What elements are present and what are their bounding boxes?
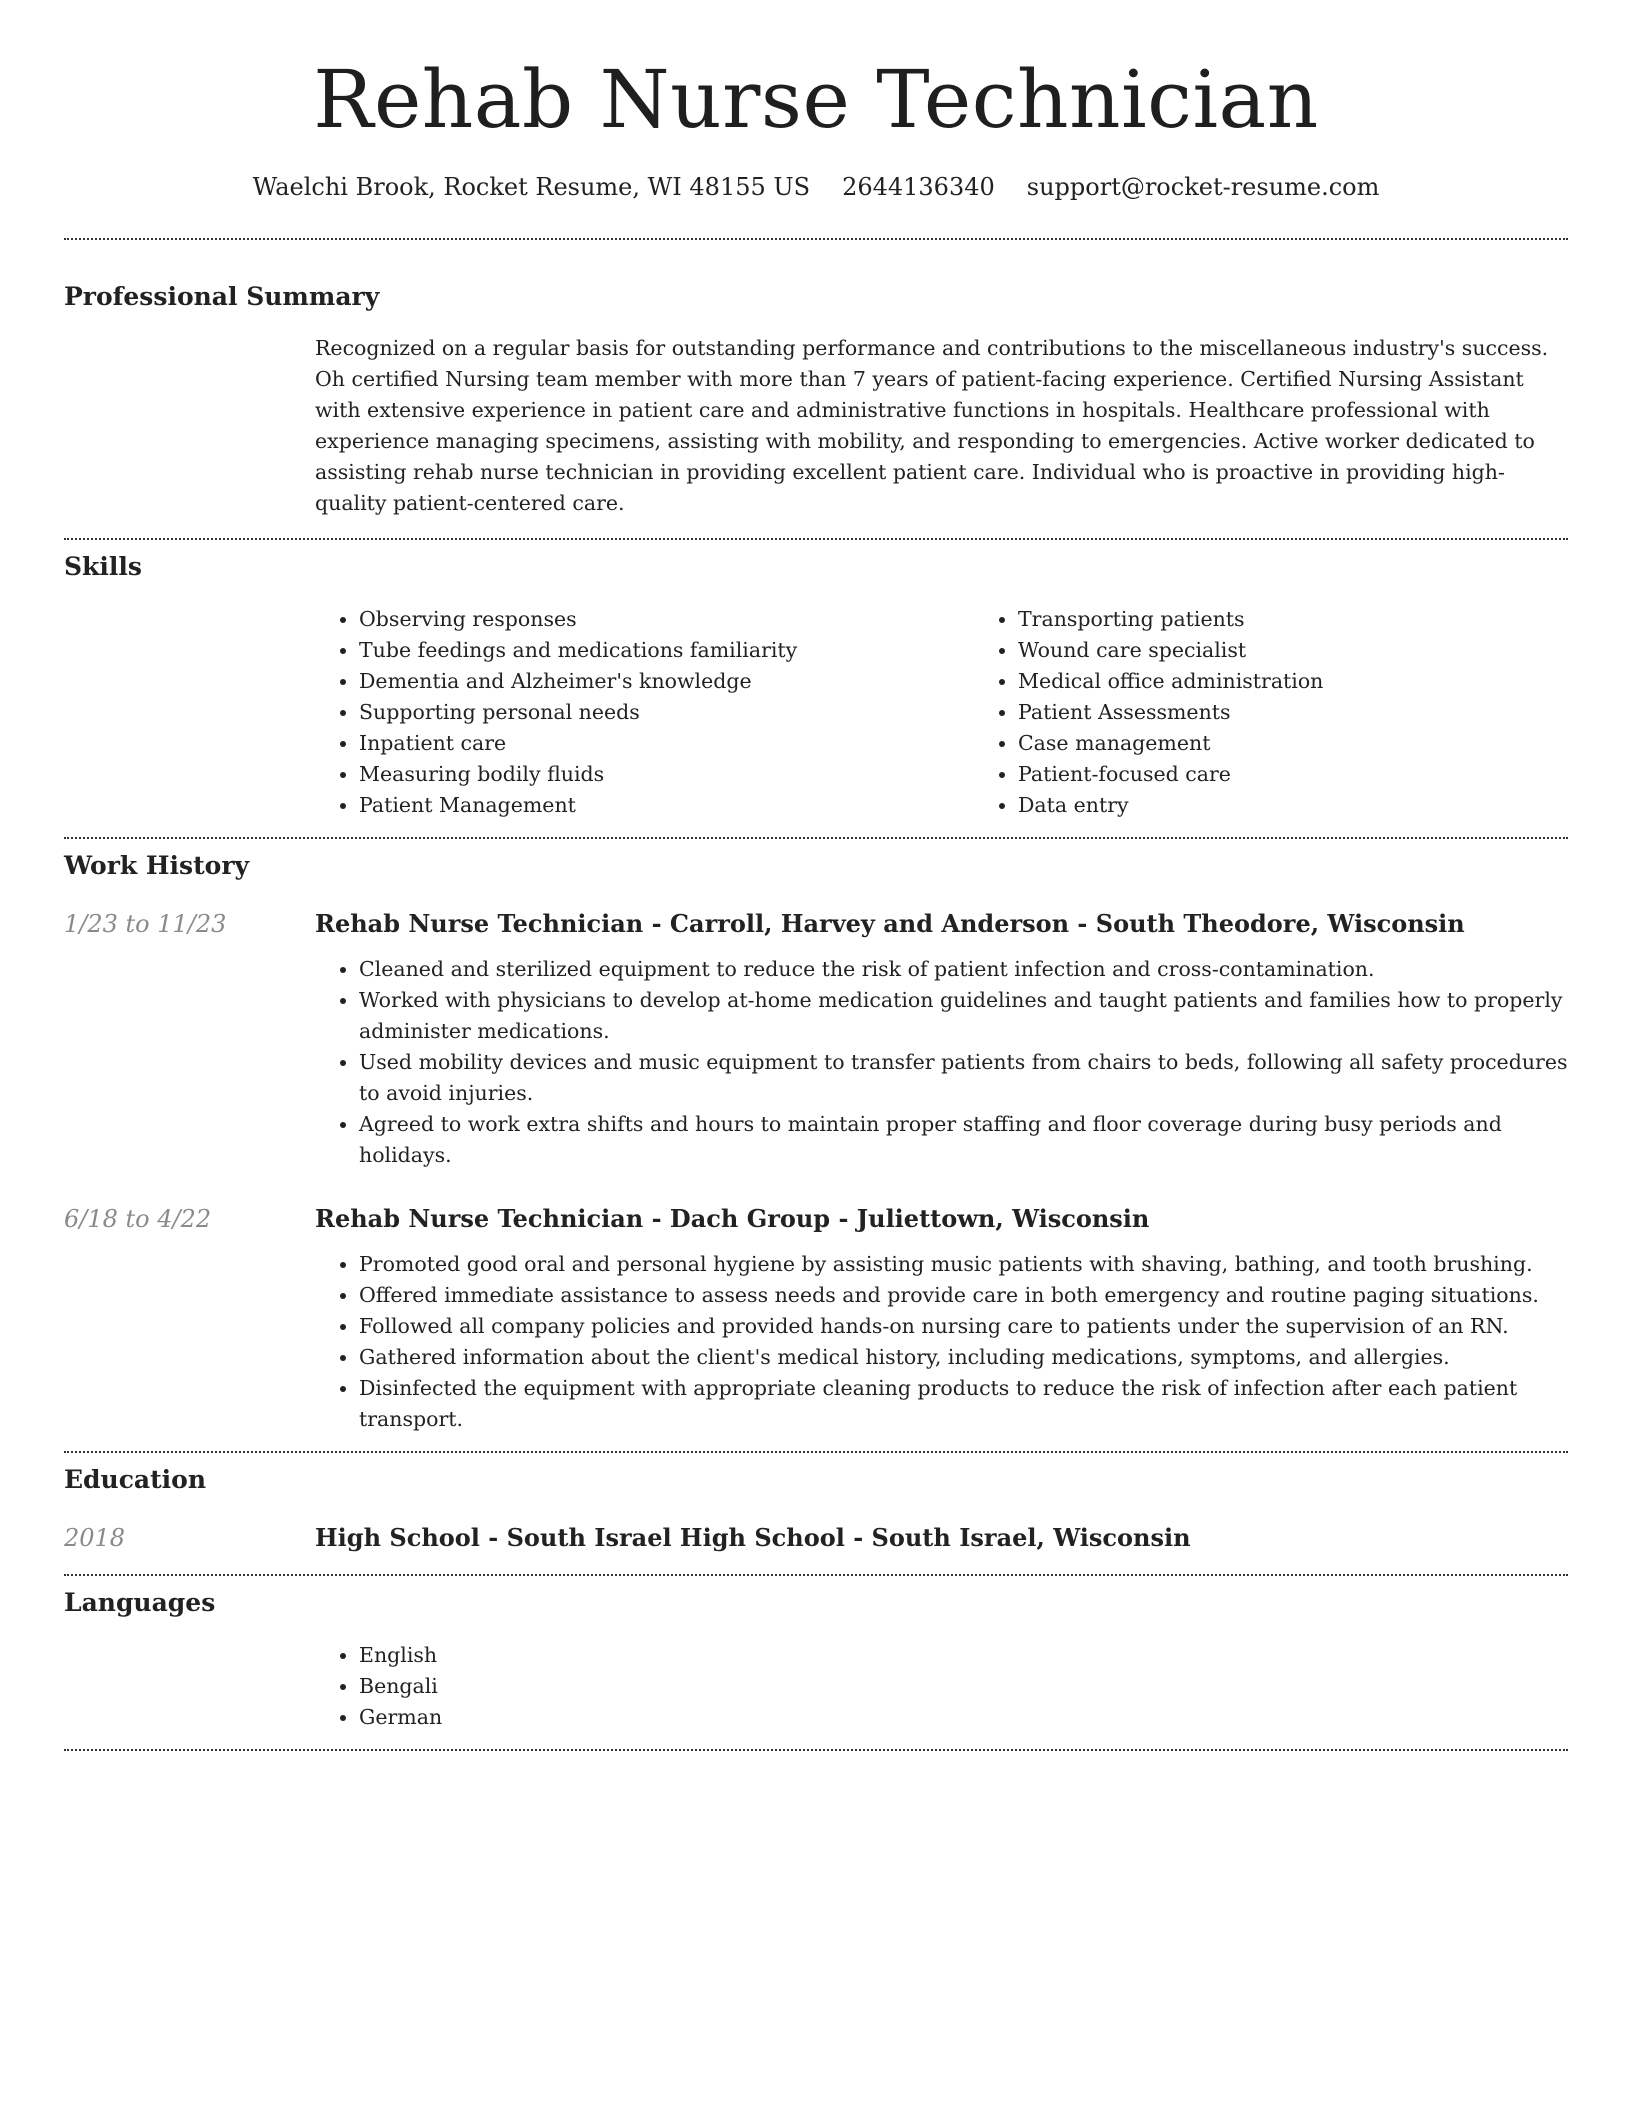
list-item: • Observing responses [359,604,974,635]
job-entry [64,1202,1568,1435]
education-entry [64,1521,1568,1555]
summary-row [64,333,1568,519]
contact-address: Waelchi Brook, Rocket Resume, WI 48155 US [252,173,811,201]
section-title-summary: Professional Summary [64,282,380,311]
list-item: • Tube feedings and medications familiarity [359,635,974,666]
skills-section [64,540,1568,821]
languages-row [64,1640,1568,1733]
list-item: • Supporting personal needs [359,697,974,728]
list-item: • German [359,1702,1568,1733]
divider [64,1749,1568,1751]
section-title-education: Education [64,1465,207,1494]
summary-text: Recognized on a regular basis for outstanding performance and contributions to the miscellaneous industry's success. Oh certified Nursing team member with more than 7 years of patient-facing experience. Certified Nursing Assistant with extensive experience in patient care and administrative functions in hospitals. Healthcare professional with experience managing specimens, assisting with mobility, and responding to emergencies. Active worker dedicated to assisting rehab nurse technician in providing excellent patient care. Individual who is proactive in providing high-quality patient-centered care. [315,336,1549,515]
education-section [64,1453,1568,1555]
list-item: • Wound care specialist [1018,635,1632,666]
languages-list [315,1640,1568,1733]
job-heading: Rehab Nurse Technician - Dach Group - Juliettown, Wisconsin [315,1204,1150,1233]
work-section [64,839,1568,1435]
list-item: • Case management [1018,728,1632,759]
skills-grid [315,604,1632,821]
list-item: • Measuring bodily fluids [359,759,974,790]
resume-header [64,0,1568,204]
section-title-skills: Skills [64,552,142,581]
list-item: • Disinfected the equipment with appropriate cleaning products to reduce the risk of infection after each patient transport. [359,1373,1568,1435]
candidate-name: Rehab Nurse Technician [313,53,1319,146]
job-bullets [315,1249,1568,1435]
job-heading: Rehab Nurse Technician - Carroll, Harvey and Anderson - South Theodore, Wisconsin [315,909,1465,938]
list-item: • Agreed to work extra shifts and hours to maintain proper staffing and floor coverage during busy periods and holidays. [359,1109,1568,1171]
skills-list-left [315,604,974,821]
list-item: • Medical office administration [1018,666,1632,697]
contact-phone: 2644136340 [842,173,995,201]
list-item: • Dementia and Alzheimer's knowledge [359,666,974,697]
list-item: • Bengali [359,1671,1568,1702]
list-item: • Cleaned and sterilized equipment to reduce the risk of patient infection and cross-contamination. [359,954,1568,985]
list-item: • Patient Assessments [1018,697,1632,728]
job-dates: 1/23 to 11/23 [64,910,227,938]
job-dates: 6/18 to 4/22 [64,1205,212,1233]
section-title-languages: Languages [64,1588,216,1617]
list-item: • Gathered information about the client's medical history, including medications, symptoms, and allergies. [359,1342,1568,1373]
list-item: • Transporting patients [1018,604,1632,635]
list-item: • Data entry [1018,790,1632,821]
contact-email: support@rocket-resume.com [1026,173,1380,201]
job-entry [64,907,1568,1171]
section-title-work: Work History [64,851,250,880]
skills-row [64,604,1568,821]
education-heading: High School - South Israel High School - South Israel, Wisconsin [315,1523,1191,1552]
list-item: • Patient Management [359,790,974,821]
list-item: • Used mobility devices and music equipment to transfer patients from chairs to beds, following all safety procedures to avoid injuries. [359,1047,1568,1109]
list-item: • Inpatient care [359,728,974,759]
list-item: • Offered immediate assistance to assess needs and provide care in both emergency and routine paging situations. [359,1280,1568,1311]
education-year: 2018 [64,1524,126,1552]
summary-section [64,240,1568,519]
list-item: • Patient-focused care [1018,759,1632,790]
list-item: • Worked with physicians to develop at-home medication guidelines and taught patients and families how to properly administer medications. [359,985,1568,1047]
list-item: • Followed all company policies and provided hands-on nursing care to patients under the supervision of an RN. [359,1311,1568,1342]
contact-line [64,170,1568,204]
skills-list-right [974,604,1632,821]
languages-section [64,1576,1568,1733]
list-item: • English [359,1640,1568,1671]
list-item: • Promoted good oral and personal hygiene by assisting music patients with shaving, bathing, and tooth brushing. [359,1249,1568,1280]
job-bullets [315,954,1568,1171]
